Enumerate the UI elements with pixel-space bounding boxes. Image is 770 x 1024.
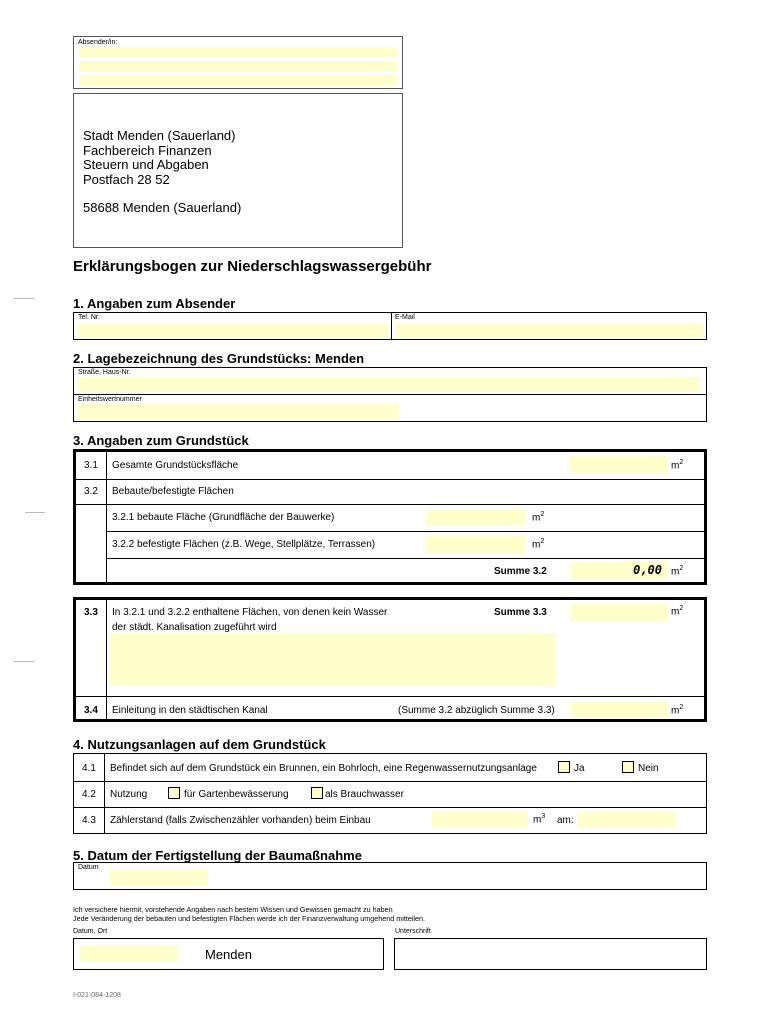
row-4-1-label: Befindet sich auf dem Grundstück ein Brunnen, ein Bohrloch, eine Regenwassernutzungsanlage — [110, 763, 537, 774]
property-area-table — [73, 449, 707, 585]
row-4-2-label: Nutzung — [110, 789, 148, 800]
service-water-label: als Brauchwasser — [325, 789, 404, 800]
sender-line-2-field[interactable] — [79, 61, 397, 72]
row-4-3-number: 4.3 — [82, 815, 96, 826]
unit-number-input[interactable] — [78, 404, 399, 419]
total-area-input[interactable] — [570, 456, 668, 473]
sender-line-1-field[interactable] — [79, 47, 397, 58]
sum-3-2-label: Summe 3.2 — [494, 566, 547, 577]
row-3-2-1-label: 3.2.1 bebaute Fläche (Grundfläche der Bauwerke) — [112, 512, 335, 523]
row-3-4-number: 3.4 — [84, 705, 98, 716]
form-code: I-021-084-1208 — [73, 992, 121, 999]
place-date-box — [73, 938, 384, 970]
row-4-1-number: 4.1 — [82, 763, 96, 774]
completion-date-box — [73, 862, 707, 890]
sender-label: Absender/in: — [78, 39, 118, 46]
tel-label: Tel. Nr. — [78, 314, 100, 321]
section-3-heading: 3. Angaben zum Grundstück — [73, 433, 249, 448]
street-input[interactable] — [78, 377, 700, 392]
place-value: Menden — [205, 947, 252, 962]
property-location-box — [73, 367, 707, 422]
install-date-input[interactable] — [577, 811, 675, 828]
email-input[interactable] — [395, 323, 704, 338]
declaration-line: Jede Veränderung der bebauten und befestigten Flächen werde ich der Finanzverwaltung umgehend mitteilen. — [73, 914, 426, 923]
punch-mark — [14, 661, 34, 662]
unit-m2: $m^2$ — [671, 459, 684, 472]
recipient-postal-line: 58688 Menden (Sauerland) — [83, 200, 242, 215]
install-date-label: am: — [557, 815, 574, 826]
yes-checkbox[interactable] — [558, 761, 570, 773]
section-1-heading: 1. Angaben zum Absender — [73, 296, 236, 311]
row-4-3-label: Zählerstand (falls Zwischenzähler vorhanden) beim Einbau — [110, 815, 371, 826]
fold-mark — [25, 512, 45, 513]
place-date-label: Datum, Ort — [73, 928, 108, 935]
meter-reading-input[interactable] — [432, 811, 528, 828]
row-3-1-label: Gesamte Grundstücksfläche — [112, 460, 239, 471]
sewer-discharge-input[interactable] — [570, 701, 668, 718]
section-5-heading: 5. Datum der Fertigstellung der Baumaßnahme — [73, 848, 362, 863]
sum-3-2-field — [570, 562, 668, 579]
row-3-3-label-1: In 3.2.1 und 3.2.2 enthaltene Flächen, von denen kein Wasser — [112, 607, 388, 618]
no-checkbox[interactable] — [622, 761, 634, 773]
recipient-line: Stadt Menden (Sauerland) — [83, 128, 236, 143]
completion-date-input[interactable] — [110, 869, 208, 886]
service-water-checkbox[interactable] — [311, 787, 323, 799]
signature-box[interactable] — [394, 938, 707, 970]
fold-mark — [14, 298, 34, 299]
email-label: E-Mail — [395, 314, 415, 321]
section-2-heading: 2. Lagebezeichnung des Grundstücks: Menden — [73, 351, 365, 366]
unit-m2: $m^2$ — [532, 538, 545, 551]
row-3-2-label: Bebaute/befestigte Flächen — [112, 486, 234, 497]
tel-input[interactable] — [78, 323, 387, 338]
form-title: Erklärungsbogen zur Niederschlagswassergebühr — [73, 258, 432, 275]
drainage-description-textarea[interactable] — [110, 633, 556, 686]
row-3-1-number: 3.1 — [84, 460, 98, 471]
street-label: Straße, Haus-Nr. — [78, 369, 131, 376]
sender-contact-box — [73, 312, 707, 340]
yes-label: Ja — [574, 763, 585, 774]
row-3-4-note: (Summe 3.2 abzüglich Summe 3.3) — [398, 705, 555, 716]
declaration-line: Ich versichere hiermit, vorstehende Angaben nach bestem Wissen und Gewissen gemacht zu haben — [73, 905, 393, 914]
declaration-text — [73, 905, 425, 923]
usage-facilities-table — [73, 753, 707, 834]
no-label: Nein — [638, 763, 659, 774]
row-3-4-label: Einleitung in den städtischen Kanal — [112, 705, 268, 716]
garden-irrigation-label: für Gartenbewässerung — [184, 789, 289, 800]
recipient-line: Steuern und Abgaben — [83, 157, 209, 172]
row-3-3-number: 3.3 — [84, 607, 98, 618]
built-area-input[interactable] — [426, 509, 526, 526]
signature-label: Unterschrift — [395, 928, 431, 935]
sum-3-3-label: Summe 3.3 — [494, 607, 547, 618]
paved-area-input[interactable] — [426, 536, 526, 553]
section-4-heading: 4. Nutzungsanlagen auf dem Grundstück — [73, 737, 326, 752]
unit-m3: $m^3$ — [533, 813, 546, 826]
unit-m2: $m^2$ — [671, 704, 684, 717]
sum-3-3-input[interactable] — [570, 604, 668, 621]
row-3-2-2-label: 3.2.2 befestigte Flächen (z.B. Wege, Stellplätze, Terrassen) — [112, 539, 376, 550]
recipient-line: Postfach 28 52 — [83, 171, 170, 187]
row-3-3-label-2: der städt. Kanalisation zugeführt wird — [112, 622, 277, 633]
recipient-line: Fachbereich Finanzen — [83, 142, 212, 158]
unit-m2: $m^2$ — [671, 605, 684, 618]
completion-date-label: Datum — [78, 864, 99, 871]
unit-m2: $m^2$ — [671, 565, 684, 578]
row-3-2-number: 3.2 — [84, 486, 98, 497]
sender-line-3-field[interactable] — [79, 75, 397, 86]
sum-3-2-value: 0,00 — [633, 563, 662, 577]
garden-irrigation-checkbox[interactable] — [168, 787, 180, 799]
recipient-address-box — [73, 93, 403, 248]
sender-box — [73, 36, 403, 89]
row-4-2-number: 4.2 — [82, 789, 96, 800]
unit-number-label: Einheitswertnummer — [78, 396, 142, 403]
unit-m2: $m^2$ — [532, 511, 545, 524]
drainage-area-table — [73, 597, 707, 722]
